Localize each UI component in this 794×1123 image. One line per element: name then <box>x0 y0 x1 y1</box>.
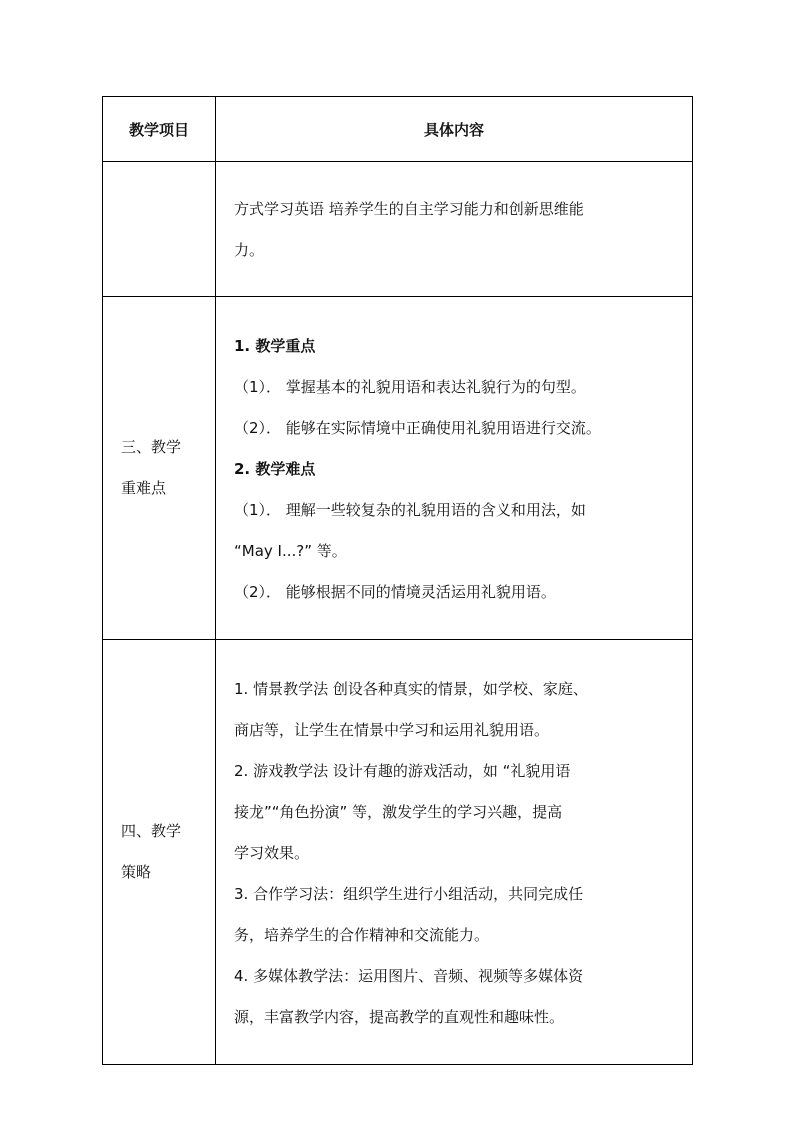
content-line: 接龙”“角色扮演” 等，激发学生的学习兴趣，提高 <box>234 802 563 821</box>
content-line: 方式学习英语 培养学生的自主学习能力和创新思维能 <box>234 200 584 218</box>
row-content <box>216 640 693 1065</box>
row-content <box>216 297 693 640</box>
content-line: （1）． 理解一些较复杂的礼貌用语的含义和用法，如 <box>234 500 586 519</box>
lesson-plan-table <box>102 96 693 1065</box>
section-heading: 1. 教学重点 <box>234 336 316 355</box>
content-line: 1. 情景教学法 创设各种真实的情景，如学校、家庭、 <box>234 679 588 698</box>
label-line: 四、教学 <box>121 822 182 840</box>
content-line: （1）． 掌握基本的礼貌用语和表达礼貌行为的句型。 <box>234 377 586 396</box>
content-line: （2）． 能够在实际情境中正确使用礼貌用语进行交流。 <box>234 418 601 437</box>
table-row <box>103 162 693 297</box>
row-content <box>216 162 693 297</box>
table-header-row <box>103 97 693 162</box>
content-line: 3. 合作学习法：组织学生进行小组活动，共同完成任 <box>234 884 584 903</box>
header-specific-content: 具体内容 <box>216 97 693 162</box>
content-line: 务，培养学生的合作精神和交流能力。 <box>234 925 490 944</box>
row-label-teaching-strategy <box>103 640 216 1065</box>
label-line: 策略 <box>121 863 152 881</box>
content-line: 力。 <box>234 241 265 259</box>
content-line: 学习效果。 <box>234 843 310 862</box>
label-line: 三、教学 <box>121 438 182 456</box>
content-line: “May I...?” 等。 <box>234 541 347 560</box>
content-line: 商店等，让学生在情景中学习和运用礼貌用语。 <box>234 720 550 739</box>
table-row <box>103 640 693 1065</box>
section-heading: 2. 教学难点 <box>234 459 316 478</box>
content-line: 源，丰富教学内容，提高教学的直观性和趣味性。 <box>234 1007 565 1026</box>
content-line: 2. 游戏教学法 设计有趣的游戏活动，如 “礼貌用语 <box>234 761 571 780</box>
label-line: 重难点 <box>121 479 167 497</box>
content-line: （2）． 能够根据不同的情境灵活运用礼貌用语。 <box>234 582 556 601</box>
row-label-key-difficult-points <box>103 297 216 640</box>
header-teaching-item: 教学项目 <box>103 97 216 162</box>
row-label-empty <box>103 162 216 297</box>
content-line: 4. 多媒体教学法：运用图片、音频、视频等多媒体资 <box>234 966 584 985</box>
table-row <box>103 297 693 640</box>
